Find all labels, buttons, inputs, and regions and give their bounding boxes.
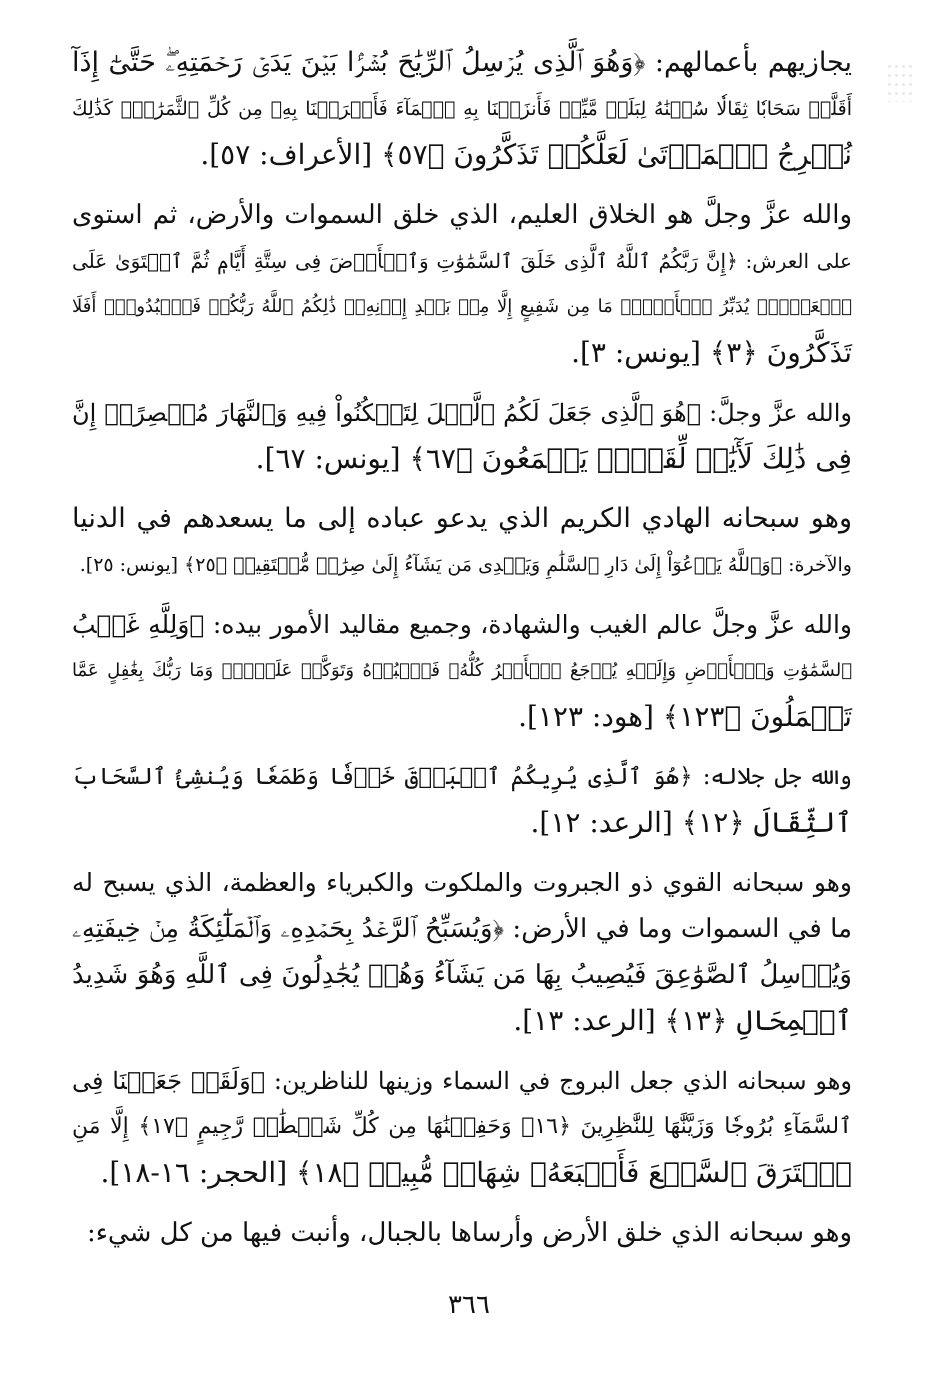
paragraph — [72, 192, 852, 376]
text-line: ٱلثِّقَالَ ﴿١٢﴾ [الرعد: ١٢]. — [530, 806, 852, 839]
text-line: ٱلۡمِحَالِ ﴿١٣﴾ [الرعد: ١٣]. — [513, 1004, 852, 1037]
text-line: تَذَكَّرُونَ ﴿٣﴾ [يونس: ٣]. — [571, 336, 852, 369]
paragraph — [72, 754, 852, 846]
text-line: والله عزَّ وجلَّ: ﴿هُوَ ٱلَّذِى جَعَلَ لَكُمُ ٱلَّيۡلَ لِتَسۡكُنُواْ فِيهِ وَٱلنَّهَارَ مُبۡصِرًاۚ إِنَّ — [72, 399, 852, 427]
paragraph — [72, 602, 852, 740]
paragraph — [72, 40, 852, 178]
paragraph — [72, 1058, 852, 1196]
text-line: وهو سبحانه الذي خلق الأرض وأرساها بالجبال، وأنبت فيها من كل شيء: — [86, 1218, 852, 1248]
paragraph — [72, 496, 852, 588]
text-line: ٱلسَّمَٰوَٰتِ وَٱلۡأَرۡضِ وَإِلَيۡهِ يُرۡجَعُ ٱلۡأَمۡرُ كُلُّهُۥ فَٱعۡبُدۡهُ وَتَوَكَّلۡ عَلَيۡهِۚ وَمَا رَبُّكَ بِغَٰفِلٍ عَمَّا — [72, 660, 852, 681]
text-line: ٱلسَّمَآءِ بُرُوجٗا وَزَيَّنَّٰهَا لِلنَّٰظِرِينَ ﴿١٦﴾ وَحَفِظۡنَٰهَا مِن كُلِّ شَيۡطَٰنٖ رَّجِيمٍ ﴿١٧﴾ إِلَّا مَنِ — [72, 1114, 852, 1139]
page-number: ٣٦٦ — [448, 1290, 490, 1320]
text-line: وهو سبحانه الذي جعل البروج في السماء وزينها للناظرين: ﴿وَلَقَدۡ جَعَلۡنَا فِى — [72, 1067, 852, 1095]
text-line: أَقَلَّتۡ سَحَابٗا ثِقَالٗا سُقۡنَٰهُ لِبَلَدٖ مَّيِّتٖ فَأَنزَلۡنَا بِهِ ٱلۡمَآءَ فَأَخۡرَجۡنَا بِهِۦ مِن كُلِّ ٱلثَّمَرَٰتِۚ كَذَٰلِكَ — [72, 98, 852, 120]
text-line: تَعۡمَلُونَ ﴿١٢٣﴾ [هود: ١٢٣]. — [518, 700, 852, 733]
text-line: وَيُرۡسِلُ ٱلصَّوَٰعِقَ فَيُصِيبُ بِهَا مَن يَشَآءُ وَهُمۡ يُجَٰدِلُونَ فِى ٱللَّهِ وَهُوَ شَدِيدُ — [72, 960, 852, 990]
text-line: والله عزَّ وجلَّ عالم الغيب والشهادة، وجميع مقاليد الأمور بيده: ﴿وَلِلَّهِ غَيۡبُ — [72, 610, 852, 639]
text-line: وهو سبحانه القوي ذو الجبروت والملكوت والكبرياء والعظمة، الذي يسبح له — [72, 868, 852, 897]
text-line: ما في السموات وما في الأرض: ﴿وَيُسَبِّحُ ٱلرَّعۡدُ بِحَمۡدِهِۦ وَٱلۡمَلَٰٓئِكَةُ مِنۡ خِيفَتِهِۦ — [72, 914, 852, 944]
text-line: والله عزَّ وجلَّ هو الخلاق العليم، الذي خلق السموات والأرض، ثم استوى — [72, 200, 852, 230]
text-line: ٱسۡتَرَقَ ٱلسَّمۡعَ فَأَتۡبَعَهُۥ شِهَابٞ مُّبِينٞ ﴿١٨﴾ [الحجر: ١٦-١٨]. — [100, 1156, 852, 1189]
text-line: والله جل جلاله: ﴿هُوَ ٱلَّذِى يُرِيكُمُ ٱلۡبَرۡقَ خَوۡفٗا وَطَمَعٗا وَيُنشِئُ ٱلسَّحَابَ — [72, 764, 852, 790]
text-line: على العرش: ﴿إِنَّ رَبَّكُمُ ٱللَّهُ ٱلَّذِى خَلَقَ ٱلسَّمَٰوَٰتِ وَٱلۡأَرۡضَ فِى سِتَّةِ أَيَّامٖ ثُمَّ ٱسۡتَوَىٰ عَلَى — [72, 249, 852, 273]
text-line: وهو سبحانه الهادي الكريم الذي يدعو عباده إلى ما يسعدهم في الدنيا — [72, 503, 852, 534]
text-line: نُخۡرِجُ ٱلۡمَوۡتَىٰ لَعَلَّكُمۡ تَذَكَّرُونَ ﴿٥٧﴾ [الأعراف: ٥٧]. — [200, 138, 852, 171]
scan-speckle — [886, 62, 916, 102]
text-line: يجازيهم بأعمالهم: ﴿وَهُوَ ٱلَّذِى يُرۡسِلُ ٱلرِّيَٰحَ بُشۡرَۢا بَيۡنَ يَدَىۡ رَحۡمَتِهِۦۖ حَتَّىٰٓ إِذَآ — [72, 47, 852, 78]
paragraph — [72, 390, 852, 482]
text-line: والآخرة: ﴿وَٱللَّهُ يَدۡعُوٓاْ إِلَىٰ دَارِ ٱلسَّلَٰمِ وَيَهۡدِى مَن يَشَآءُ إِلَىٰ صِرَٰطٖ مُّسۡتَقِيمٖ ﴿٢٥﴾ [يونس: ٢٥]. — [79, 554, 852, 576]
text-line: فِى ذَٰلِكَ لَأٓيَٰتٖ لِّقَوۡمٖ يَسۡمَعُونَ ﴿٦٧﴾ [يونس: ٦٧]. — [255, 442, 852, 475]
text-line: ٱلۡعَرۡشِۖ يُدَبِّرُ ٱلۡأَمۡرَۖ مَا مِن شَفِيعٍ إِلَّا مِنۢ بَعۡدِ إِذۡنِهِۦۚ ذَٰلِكُمُ ٱللَّهُ رَبُّكُمۡ فَٱعۡبُدُوهُۚ أَفَلَا — [72, 296, 852, 317]
paragraph — [72, 1210, 852, 1256]
paragraph — [72, 860, 852, 1044]
page-body — [72, 40, 852, 1270]
